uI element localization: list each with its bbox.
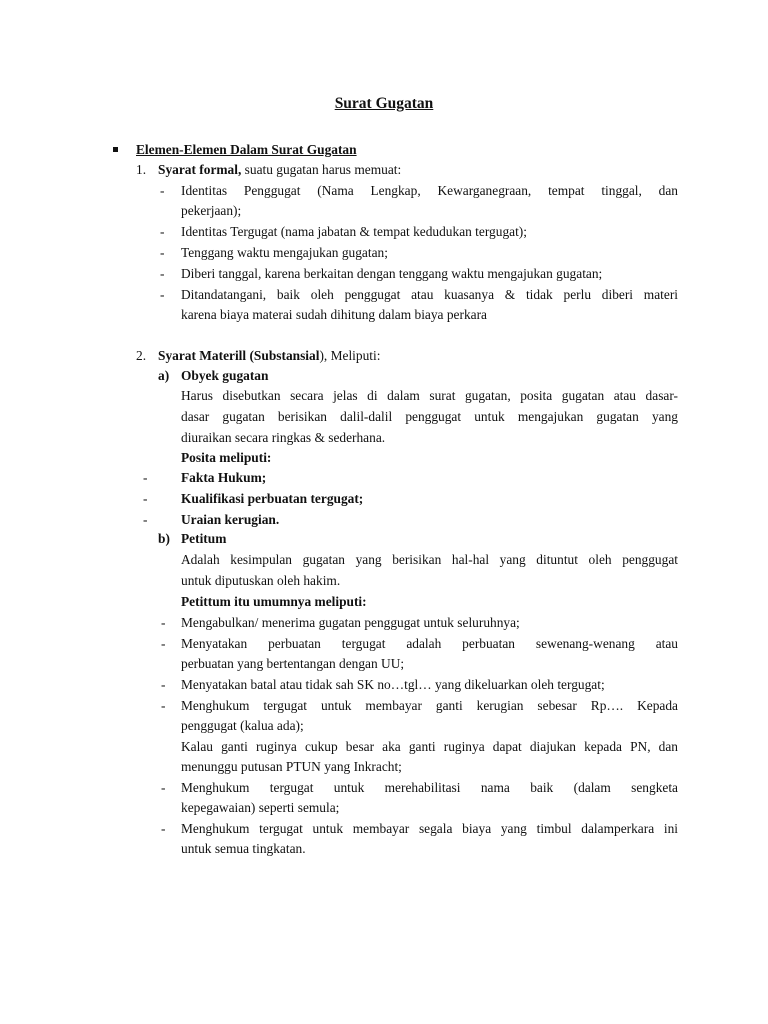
dash-bullet: - xyxy=(161,615,166,630)
item-number: 2. xyxy=(136,348,147,363)
posita-item: Uraian kerugian. xyxy=(181,512,280,527)
list-item: Menyatakan perbuatan tergugat adalah perbuatan sewenang-wenang atau xyxy=(181,636,678,651)
list-item: kepegawaian) seperti semula; xyxy=(181,800,340,815)
paragraph-line: dasar gugatan berisikan dalil-dalil penggugat untuk mengajukan gugatan yang xyxy=(181,409,678,424)
dash-bullet: - xyxy=(160,287,165,302)
list-item: Menyatakan batal atau tidak sah SK no…tgl… yang dikeluarkan oleh tergugat; xyxy=(181,677,605,692)
posita-heading: Posita meliputi: xyxy=(181,450,272,465)
sub-heading: Petitum xyxy=(181,531,227,546)
sub-heading: Obyek gugatan xyxy=(181,368,269,383)
item-number: 1. xyxy=(136,162,147,177)
list-item: karena biaya materai sudah dihitung dalam biaya perkara xyxy=(181,307,487,322)
list-item: pekerjaan); xyxy=(181,203,242,218)
dash-bullet: - xyxy=(160,266,165,281)
list-item: menunggu putusan PTUN yang Inkracht; xyxy=(181,759,402,774)
list-item: penggugat (kalua ada); xyxy=(181,718,304,733)
dash-bullet: - xyxy=(161,677,166,692)
square-bullet-icon xyxy=(113,147,118,152)
dash-bullet: - xyxy=(161,780,166,795)
list-item: Menghukum tergugat untuk membayar segala biaya yang timbul dalamperkara ini xyxy=(181,821,678,836)
paragraph-line: untuk diputuskan oleh hakim. xyxy=(181,573,341,588)
list-item: Identitas Penggugat (Nama Lengkap, Kewarganegraan, tempat tinggal, dan xyxy=(181,183,678,198)
dash-bullet: - xyxy=(161,636,166,651)
paragraph-line: Adalah kesimpulan gugatan yang berisikan hal-hal yang dituntut oleh penggugat xyxy=(181,552,678,567)
dash-bullet: - xyxy=(143,491,148,506)
list-item: Tenggang waktu mengajukan gugatan; xyxy=(181,245,388,260)
paragraph-line: Harus disebutkan secara jelas di dalam surat gugatan, posita gugatan atau dasar- xyxy=(181,388,678,403)
section-heading: Elemen-Elemen Dalam Surat Gugatan xyxy=(136,142,357,157)
dash-bullet: - xyxy=(160,183,165,198)
list-item: untuk semua tingkatan. xyxy=(181,841,306,856)
posita-item: Kualifikasi perbuatan tergugat; xyxy=(181,491,364,506)
list-item: Menghukum tergugat untuk membayar ganti kerugian sebesar Rp…. Kepada xyxy=(181,698,678,713)
petitum-heading: Petittum itu umumnya meliputi: xyxy=(181,594,367,609)
sub-marker: a) xyxy=(158,368,170,383)
dash-bullet: - xyxy=(160,245,165,260)
list-item: Menghukum tergugat untuk merehabilitasi nama baik (dalam sengketa xyxy=(181,780,678,795)
list-item: Mengabulkan/ menerima gugatan penggugat untuk seluruhnya; xyxy=(181,615,520,630)
item-heading: Syarat Materill (Substansial), Meliputi: xyxy=(158,348,381,363)
dash-bullet: - xyxy=(160,224,165,239)
dash-bullet: - xyxy=(143,512,148,527)
list-item: Identitas Tergugat (nama jabatan & tempat kedudukan tergugat); xyxy=(181,224,527,239)
dash-bullet: - xyxy=(143,470,148,485)
list-item: Ditandatangani, baik oleh penggugat atau kuasanya & tidak perlu diberi materi xyxy=(181,287,678,302)
list-item: perbuatan yang bertentangan dengan UU; xyxy=(181,656,405,671)
item-heading: Syarat formal, suatu gugatan harus memuat: xyxy=(158,162,402,177)
list-item: Diberi tanggal, karena berkaitan dengan tenggang waktu mengajukan gugatan; xyxy=(181,266,603,281)
sub-marker: b) xyxy=(158,531,170,546)
document-title: Surat Gugatan xyxy=(334,95,434,112)
dash-bullet: - xyxy=(161,821,166,836)
list-item: Kalau ganti ruginya cukup besar aka ganti ruginya dapat diajukan kepada PN, dan xyxy=(181,739,678,754)
paragraph-line: diuraikan secara ringkas & sederhana. xyxy=(181,430,386,445)
dash-bullet: - xyxy=(161,698,166,713)
posita-item: Fakta Hukum; xyxy=(181,470,267,485)
